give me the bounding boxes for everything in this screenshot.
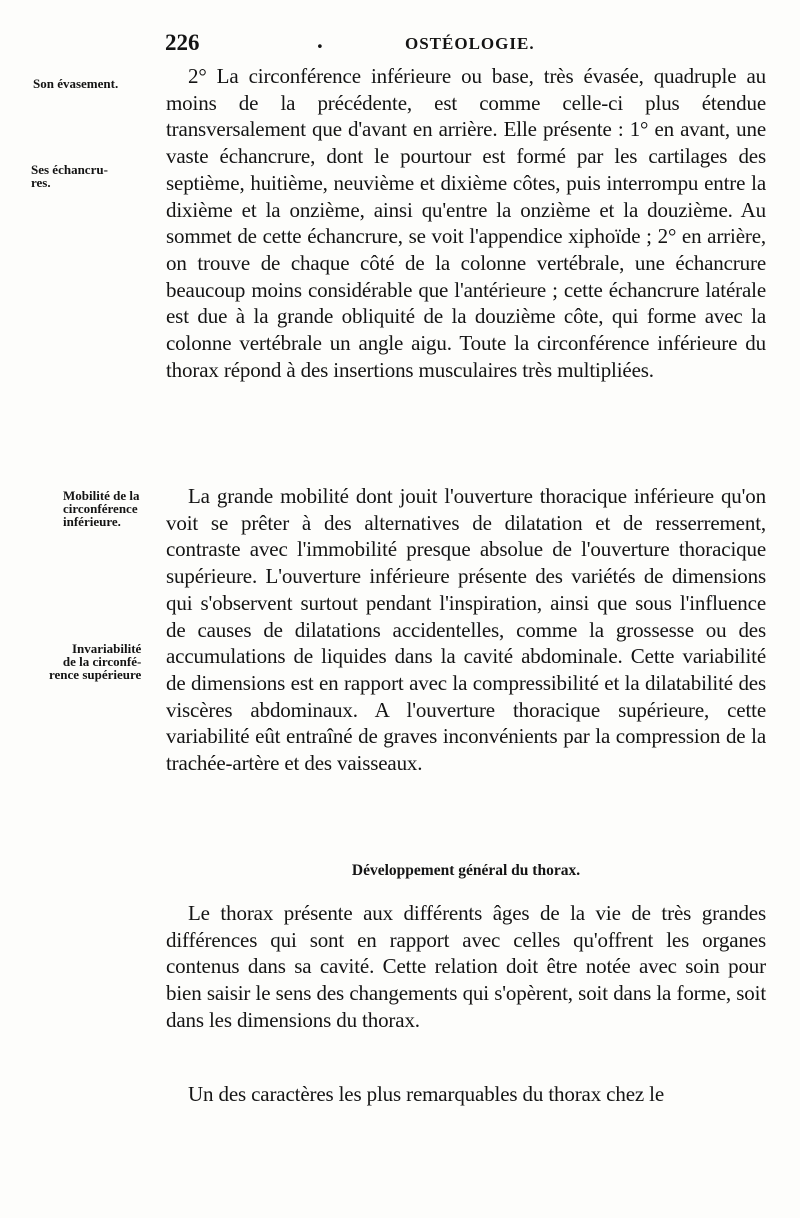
header-ornament-dot: . (317, 28, 323, 53)
margin-note-mobilite: Mobilité de la circonférence inférieure. (63, 488, 140, 529)
paragraph-developpement: Le thorax présente aux différents âges de la vie de très grandes différences qui sont en rapport avec celles qu'offrent les organes contenus dans sa cavité. Cette relation doit être notée avec soin pour bien saisir le sens des changements qui s'opèrent, soit dans la forme, soit dans les dimensions du thorax. (166, 901, 766, 1032)
margin-note-evasement: Son évasement. (33, 76, 119, 91)
paragraph-caracteres: Un des caractères les plus remarquables du thorax chez le (188, 1082, 664, 1106)
paragraph-circonference-inferieure: 2° La circonférence inférieure ou base, très évasée, quadruple au moins de la précédente, est comme celle-ci plus étendue transversalement que d'avant en arrière. Elle présente : 1° en avant, une vaste échancrure, dont le pourtour est formé par les cartilages des septième, huitième, neuvième et dixième côtes, puis interrompu entre la dixième et la onzième, ainsi qu'entre la onzième et la douzième. Au sommet de cette échancrure, se voit l'appendice xiphoïde ; 2° en arrière, on trouve de chaque côté de la colonne vertébrale, une échancrure beaucoup moins considérable que l'antérieure ; cette échancrure latérale est due à la grande obliquité de la douzième côte, qui forme avec la colonne vertébrale un angle aigu. Toute la circonférence inférieure du thorax répond à des insertions musculaires très multipliées. (166, 64, 766, 382)
paragraph-mobilite: La grande mobilité dont jouit l'ouverture thoracique inférieure qu'on voit se prêter à des alternatives de dilatation et de resserrement, contraste avec l'immobilité presque absolue de l'ouverture thoracique supérieure. L'ouverture inférieure présente des variétés de dimensions qui s'observent surtout pendant l'inspiration, ainsi que sous l'influence de causes de dilatations accidentelles, comme la grossesse ou des accumulations de liquides dans la cavité abdominale. Cette variabilité de dimensions est en rapport avec la compressibilité et la dilatabilité des viscères abdominaux. A l'ouverture thoracique supérieure, cette variabilité eût entraîné de graves inconvénients par la compression de la trachée-artère et des vaisseaux. (166, 484, 766, 776)
running-title: OSTÉOLOGIE. (405, 34, 535, 53)
section-heading: Développement général du thorax. (351, 862, 581, 879)
margin-note-invariabilite: Invariabilité de la circonfé- rence supérieure (49, 641, 142, 682)
page-number: 226 (165, 30, 200, 55)
page-header (165, 30, 760, 56)
margin-note-echancrures: Ses échancru- res. (31, 162, 108, 190)
